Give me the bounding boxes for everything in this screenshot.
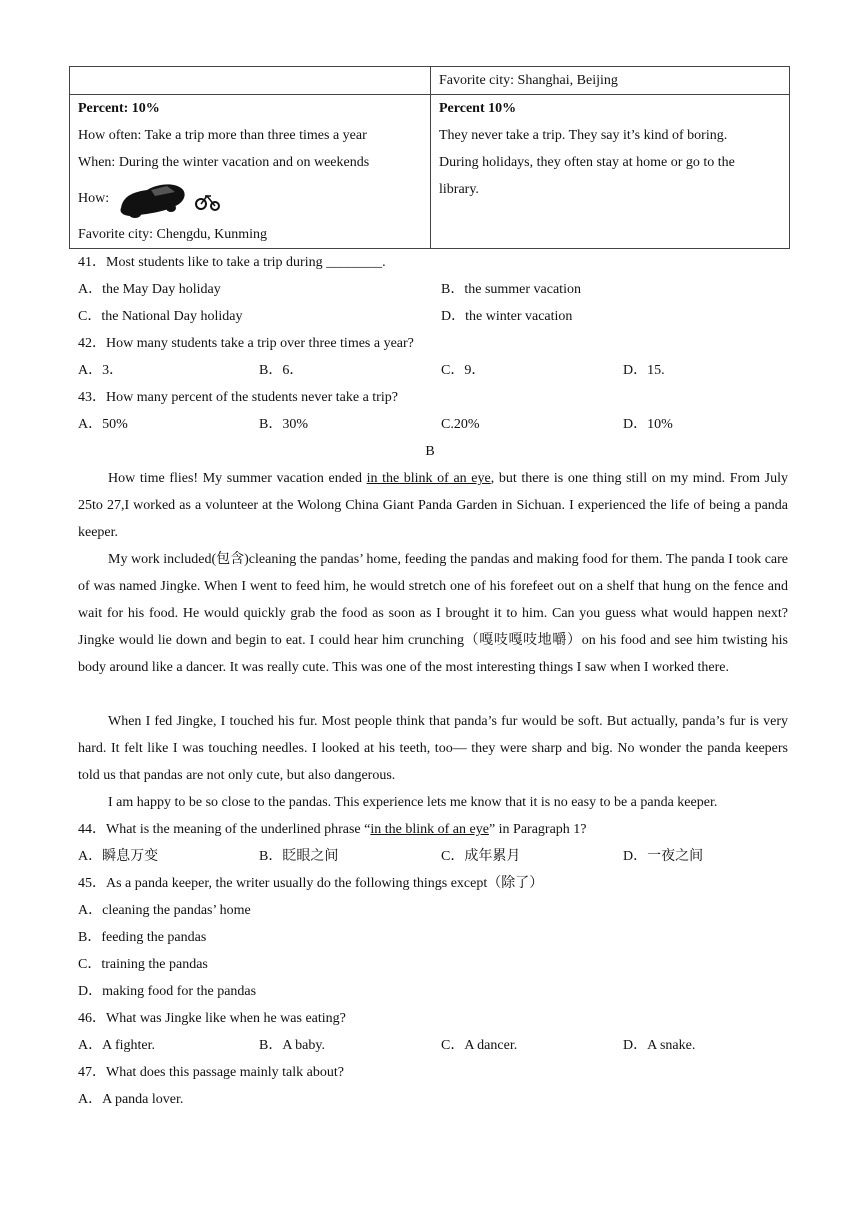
when-text: When: During the winter vacation and on weekends — [78, 155, 370, 170]
favorite-city-text: Favorite city: Chengdu, Kunming — [78, 227, 267, 242]
table-cell — [70, 95, 431, 249]
option-c: C．成年累月 — [441, 849, 521, 864]
question-45-stem: 45．As a panda keeper, the writer usually do the following things except（除了） — [78, 876, 544, 891]
option-b: B．the summer vacation — [441, 282, 581, 297]
how-often-text: How often: Take a trip more than three times a year — [78, 128, 367, 143]
option-a: A．50% — [78, 417, 128, 432]
underlined-phrase: in the blink of an eye — [370, 822, 489, 837]
option-b: B．6． — [259, 363, 304, 378]
passage-paragraph-1 — [78, 465, 788, 546]
survey-table — [69, 66, 790, 249]
underlined-phrase: in the blink of an eye — [366, 471, 491, 486]
question-42-stem: 42．How many students take a trip over three times a year? — [78, 336, 414, 351]
paragraph-text: , but there is one thing still on my mind. From July 25to 27,I worked as a volunteer at the Wolong China Giant Panda Garden in Sichuan. I experienced the life of being a panda keeper. — [78, 471, 788, 540]
question-47-stem: 47．What does this passage mainly talk about? — [78, 1065, 344, 1080]
option-d: D．A snake. — [623, 1038, 696, 1053]
percent-label: Percent 10% — [439, 101, 517, 116]
option-b: B．30% — [259, 417, 308, 432]
question-41-stem: 41．Most students like to take a trip during ________. — [78, 255, 386, 270]
option-c: C.20% — [441, 417, 480, 432]
table-cell-empty — [70, 67, 431, 95]
option-d: D．the winter vacation — [441, 309, 573, 324]
never-trip-text: library. — [439, 182, 479, 197]
paragraph-text: When I fed Jingke, I touched his fur. Most people think that panda’s fur would be soft. But actually, panda’s fur is very hard. It felt like I was touching needles. I looked at his teeth, too— they were sharp and big. No wonder the panda keepers told us that pandas are not only cute, but also dangerous. — [78, 714, 788, 783]
never-trip-text: They never take a trip. They say it’s kind of boring. — [439, 128, 728, 143]
option-c: C．9． — [441, 363, 486, 378]
option-a: A．A panda lover. — [78, 1092, 184, 1107]
option-c: C．training the pandas — [78, 957, 208, 972]
table-cell — [431, 95, 790, 249]
paragraph-text: How time flies! My summer vacation ended — [108, 471, 367, 486]
option-d: D．making food for the pandas — [78, 984, 257, 999]
passage-paragraph-2 — [78, 546, 788, 681]
stem-text: 44．What is the meaning of the underlined phrase “ — [78, 822, 371, 837]
option-a: A．瞬息万变 — [78, 849, 159, 864]
option-d: D．10% — [623, 417, 673, 432]
option-b: B．feeding the pandas — [78, 930, 207, 945]
question-43-stem: 43．How many percent of the students never take a trip? — [78, 390, 398, 405]
option-a: A．the May Day holiday — [78, 282, 221, 297]
percent-label: Percent: 10% — [78, 101, 160, 116]
option-c: C．A dancer. — [441, 1038, 518, 1053]
how-label: How: — [78, 191, 110, 206]
question-44-stem — [78, 816, 587, 843]
how-row — [78, 176, 422, 221]
option-a: A．cleaning the pandas’ home — [78, 903, 251, 918]
option-b: B．眨眼之间 — [259, 849, 339, 864]
paragraph-text: My work included(包含)cleaning the pandas’ home, feeding the pandas and making food for them. The panda I took care of was named Jingke. When I went to feed him, he would stretch one of his forefeet out on a shelf that hung on the fence and wait for his food. He would quickly grab the food as soon as I brought it to him. Can you guess what would happen next? Jingke would lie down and begin to eat. I could hear him crunching（嘎吱嘎吱地嚼）on his food and see him twisting his body around like a dancer. It was really cute. This was one of the most interesting things I saw when I worked there. — [78, 552, 788, 675]
favorite-city-text: Favorite city: Shanghai, Beijing — [439, 73, 618, 88]
table-row — [70, 95, 790, 249]
option-d: D．一夜之间 — [623, 849, 704, 864]
car-and-bike-icon — [117, 178, 225, 220]
option-c: C．the National Day holiday — [78, 309, 243, 324]
passage-paragraph-3 — [78, 708, 788, 789]
never-trip-text: During holidays, they often stay at home or go to the — [439, 155, 735, 170]
option-a: A．A fighter. — [78, 1038, 155, 1053]
option-b: B．A baby. — [259, 1038, 325, 1053]
section-heading: B — [425, 444, 435, 459]
passage-paragraph-4 — [78, 789, 788, 816]
table-row — [70, 67, 790, 95]
paragraph-text: I am happy to be so close to the pandas. This experience lets me know that it is no easy to be a panda keeper. — [108, 795, 718, 810]
question-46-stem: 46．What was Jingke like when he was eating? — [78, 1011, 346, 1026]
option-d: D．15. — [623, 363, 665, 378]
table-cell — [431, 67, 790, 95]
stem-text: ” in Paragraph 1? — [488, 822, 587, 837]
option-a: A．3． — [78, 363, 124, 378]
